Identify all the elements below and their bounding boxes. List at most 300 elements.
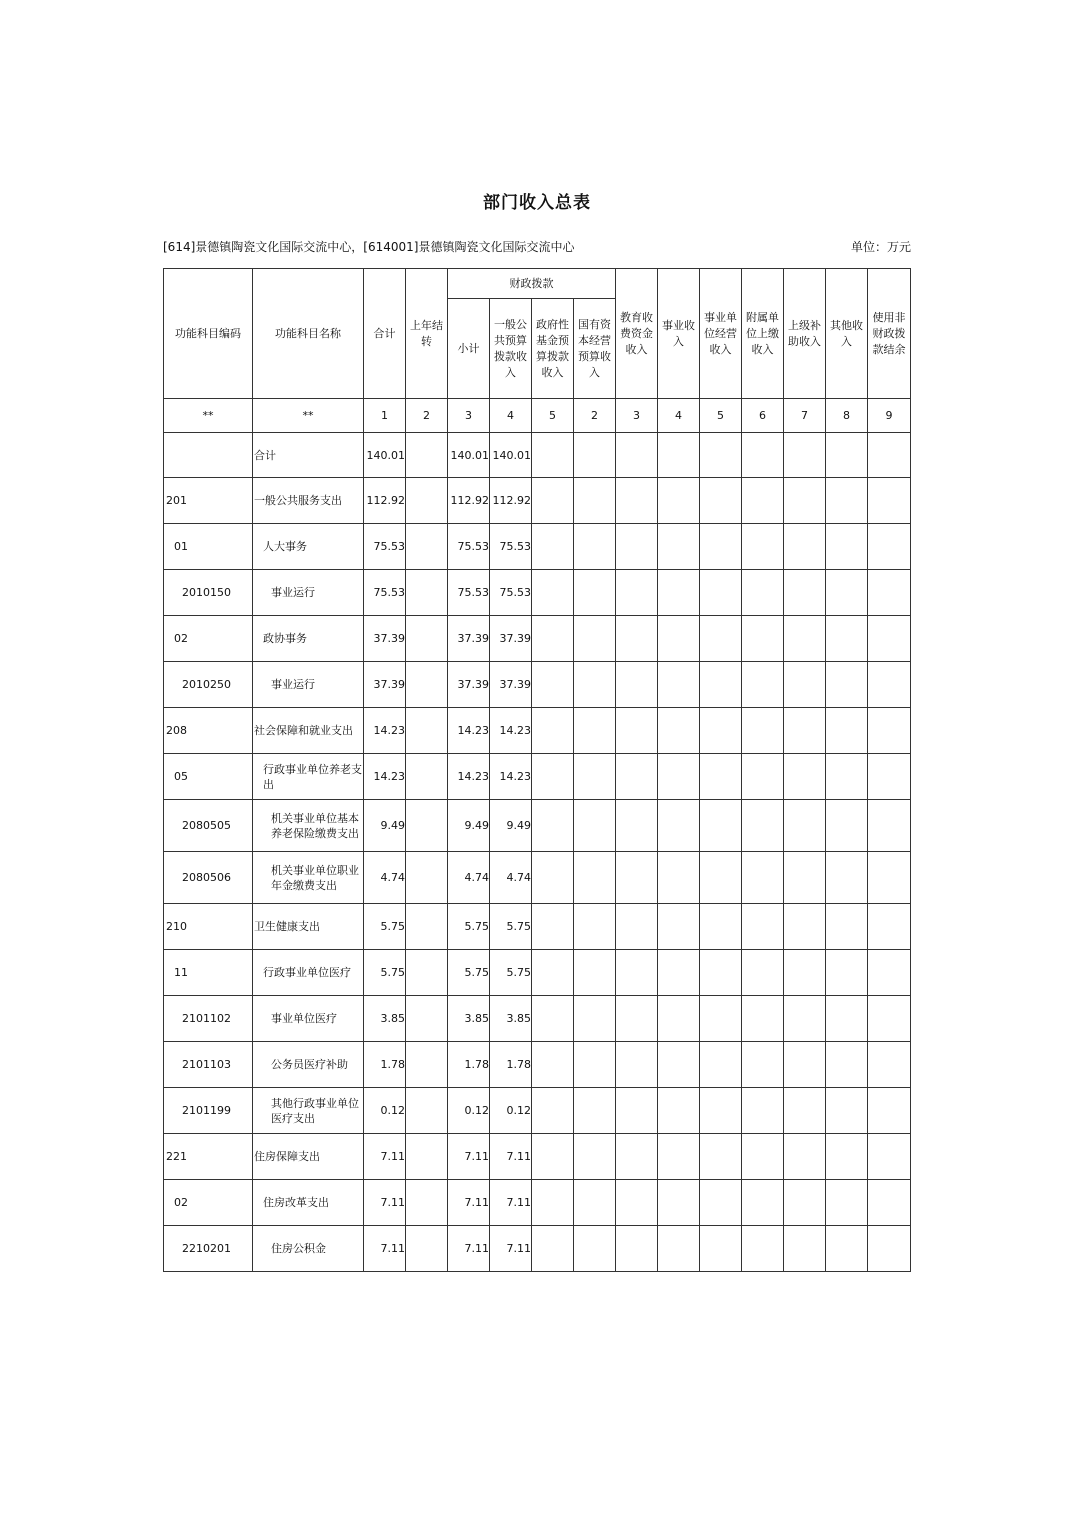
row-subtotal: 7.11: [448, 1134, 490, 1180]
row-empty-cell: [868, 662, 911, 708]
row-empty-cell: [742, 1134, 784, 1180]
row-empty-cell: [574, 754, 616, 800]
row-empty-cell: [826, 616, 868, 662]
row-empty-cell: [826, 570, 868, 616]
row-empty-cell: [868, 852, 911, 904]
header-general-budget: 一般公共预算拨款收入: [490, 299, 532, 399]
column-number-cell: 3: [616, 399, 658, 433]
row-empty-cell: [658, 754, 700, 800]
row-code: 2080506: [164, 852, 253, 904]
row-name: 住房保障支出: [253, 1134, 364, 1180]
row-empty-cell: [532, 616, 574, 662]
row-empty-cell: [700, 524, 742, 570]
row-empty-cell: [574, 1180, 616, 1226]
column-number-cell: 6: [742, 399, 784, 433]
row-empty-cell: [532, 433, 574, 478]
column-number-cell: **: [164, 399, 253, 433]
row-empty-cell: [784, 616, 826, 662]
row-empty-cell: [574, 1226, 616, 1272]
row-empty-cell: [868, 950, 911, 996]
row-empty-cell: [616, 478, 658, 524]
row-empty-cell: [784, 708, 826, 754]
row-empty-cell: [826, 800, 868, 852]
row-total: 112.92: [364, 478, 406, 524]
row-general-budget: 140.01: [490, 433, 532, 478]
row-empty-cell: [532, 996, 574, 1042]
row-carryover: [406, 1042, 448, 1088]
row-empty-cell: [700, 754, 742, 800]
row-empty-cell: [700, 662, 742, 708]
row-subtotal: 4.74: [448, 852, 490, 904]
row-empty-cell: [742, 800, 784, 852]
table-row: [164, 708, 911, 754]
header-code: 功能科目编码: [164, 269, 253, 399]
row-empty-cell: [784, 1180, 826, 1226]
row-empty-cell: [616, 1226, 658, 1272]
header-carryover: 上年结转: [406, 269, 448, 399]
row-subtotal: 3.85: [448, 996, 490, 1042]
row-empty-cell: [700, 1180, 742, 1226]
row-empty-cell: [658, 524, 700, 570]
row-empty-cell: [742, 433, 784, 478]
row-empty-cell: [616, 904, 658, 950]
column-number-cell: 2: [574, 399, 616, 433]
row-empty-cell: [574, 616, 616, 662]
row-empty-cell: [784, 1088, 826, 1134]
row-empty-cell: [742, 662, 784, 708]
table-row: [164, 754, 911, 800]
unit-label: 单位：万元: [850, 240, 911, 254]
row-empty-cell: [616, 708, 658, 754]
row-code: 201: [164, 478, 253, 524]
row-empty-cell: [868, 478, 911, 524]
row-empty-cell: [532, 1226, 574, 1272]
row-general-budget: 75.53: [490, 524, 532, 570]
row-total: 75.53: [364, 524, 406, 570]
row-empty-cell: [574, 1088, 616, 1134]
row-empty-cell: [532, 904, 574, 950]
row-empty-cell: [826, 433, 868, 478]
row-empty-cell: [700, 996, 742, 1042]
row-total: 4.74: [364, 852, 406, 904]
row-empty-cell: [532, 570, 574, 616]
row-empty-cell: [826, 1042, 868, 1088]
row-empty-cell: [616, 1134, 658, 1180]
row-empty-cell: [616, 996, 658, 1042]
header-fiscal-group: 财政拨款: [448, 269, 616, 299]
row-empty-cell: [868, 904, 911, 950]
row-name: 其他行政事业单位医疗支出: [253, 1088, 364, 1134]
income-table: [163, 268, 911, 1272]
row-carryover: [406, 662, 448, 708]
row-empty-cell: [826, 1180, 868, 1226]
row-empty-cell: [784, 524, 826, 570]
row-general-budget: 112.92: [490, 478, 532, 524]
row-total: 5.75: [364, 950, 406, 996]
header-other-income: 其他收入: [826, 269, 868, 399]
row-subtotal: 7.11: [448, 1180, 490, 1226]
row-empty-cell: [868, 524, 911, 570]
row-empty-cell: [868, 1226, 911, 1272]
row-code: 2101102: [164, 996, 253, 1042]
row-total: 37.39: [364, 616, 406, 662]
table-row: [164, 904, 911, 950]
row-empty-cell: [784, 1042, 826, 1088]
row-subtotal: 37.39: [448, 662, 490, 708]
row-name: 机关事业单位基本养老保险缴费支出: [253, 800, 364, 852]
row-empty-cell: [658, 1134, 700, 1180]
row-empty-cell: [826, 1134, 868, 1180]
row-subtotal: 112.92: [448, 478, 490, 524]
column-number-cell: **: [253, 399, 364, 433]
row-empty-cell: [784, 662, 826, 708]
row-subtotal: 37.39: [448, 616, 490, 662]
row-empty-cell: [826, 950, 868, 996]
row-empty-cell: [532, 1134, 574, 1180]
row-carryover: [406, 852, 448, 904]
row-empty-cell: [616, 662, 658, 708]
table-row: [164, 616, 911, 662]
header-education-fee: 教育收费资金收入: [616, 269, 658, 399]
row-empty-cell: [616, 754, 658, 800]
row-empty-cell: [658, 904, 700, 950]
row-subtotal: 140.01: [448, 433, 490, 478]
row-subtotal: 9.49: [448, 800, 490, 852]
row-empty-cell: [532, 1180, 574, 1226]
row-empty-cell: [700, 616, 742, 662]
row-total: 9.49: [364, 800, 406, 852]
row-empty-cell: [658, 800, 700, 852]
row-empty-cell: [616, 800, 658, 852]
row-subtotal: 14.23: [448, 708, 490, 754]
row-total: 14.23: [364, 754, 406, 800]
row-empty-cell: [658, 1088, 700, 1134]
header-name: 功能科目名称: [253, 269, 364, 399]
row-total: 140.01: [364, 433, 406, 478]
row-empty-cell: [574, 1134, 616, 1180]
row-general-budget: 7.11: [490, 1226, 532, 1272]
row-empty-cell: [868, 708, 911, 754]
header-state-capital: 国有资本经营预算收入: [574, 299, 616, 399]
table-row: [164, 1134, 911, 1180]
row-carryover: [406, 616, 448, 662]
row-total: 7.11: [364, 1134, 406, 1180]
row-empty-cell: [700, 708, 742, 754]
row-empty-cell: [826, 852, 868, 904]
row-empty-cell: [742, 708, 784, 754]
row-empty-cell: [826, 708, 868, 754]
row-carryover: [406, 1180, 448, 1226]
row-empty-cell: [616, 616, 658, 662]
row-total: 7.11: [364, 1180, 406, 1226]
row-empty-cell: [658, 708, 700, 754]
row-carryover: [406, 1134, 448, 1180]
row-empty-cell: [700, 950, 742, 996]
row-empty-cell: [700, 570, 742, 616]
row-empty-cell: [532, 662, 574, 708]
row-empty-cell: [616, 524, 658, 570]
row-code: 2101199: [164, 1088, 253, 1134]
row-empty-cell: [868, 800, 911, 852]
row-code: 208: [164, 708, 253, 754]
row-empty-cell: [574, 524, 616, 570]
row-empty-cell: [658, 852, 700, 904]
row-empty-cell: [784, 904, 826, 950]
row-carryover: [406, 754, 448, 800]
row-total: 75.53: [364, 570, 406, 616]
row-empty-cell: [700, 904, 742, 950]
header-affiliated-income: 附属单位上缴收入: [742, 269, 784, 399]
table-row: [164, 524, 911, 570]
row-empty-cell: [658, 433, 700, 478]
row-empty-cell: [742, 1042, 784, 1088]
row-carryover: [406, 570, 448, 616]
row-general-budget: 7.11: [490, 1134, 532, 1180]
row-name: 行政事业单位医疗: [253, 950, 364, 996]
row-general-budget: 14.23: [490, 754, 532, 800]
row-carryover: [406, 800, 448, 852]
row-empty-cell: [658, 1226, 700, 1272]
row-name: 住房公积金: [253, 1226, 364, 1272]
row-empty-cell: [532, 800, 574, 852]
row-name: 事业运行: [253, 662, 364, 708]
row-empty-cell: [784, 1226, 826, 1272]
column-number-cell: 7: [784, 399, 826, 433]
row-empty-cell: [826, 754, 868, 800]
row-carryover: [406, 996, 448, 1042]
row-general-budget: 75.53: [490, 570, 532, 616]
row-subtotal: 14.23: [448, 754, 490, 800]
row-empty-cell: [742, 616, 784, 662]
row-code: 2080505: [164, 800, 253, 852]
column-number-cell: 4: [658, 399, 700, 433]
row-empty-cell: [826, 904, 868, 950]
table-row: [164, 570, 911, 616]
header-non-fiscal-balance: 使用非财政拨款结余: [868, 269, 911, 399]
row-empty-cell: [574, 662, 616, 708]
column-number-row: [164, 399, 911, 433]
row-empty-cell: [532, 708, 574, 754]
row-empty-cell: [742, 1226, 784, 1272]
row-subtotal: 1.78: [448, 1042, 490, 1088]
row-empty-cell: [868, 616, 911, 662]
row-empty-cell: [616, 570, 658, 616]
row-empty-cell: [700, 478, 742, 524]
row-code: 221: [164, 1134, 253, 1180]
row-empty-cell: [784, 800, 826, 852]
row-empty-cell: [700, 433, 742, 478]
row-code: [164, 433, 253, 478]
row-empty-cell: [784, 996, 826, 1042]
row-code: 2010250: [164, 662, 253, 708]
row-carryover: [406, 1088, 448, 1134]
column-number-cell: 8: [826, 399, 868, 433]
row-total: 37.39: [364, 662, 406, 708]
row-empty-cell: [868, 1134, 911, 1180]
header-operating-income: 事业单位经营收入: [700, 269, 742, 399]
row-carryover: [406, 904, 448, 950]
row-empty-cell: [616, 1042, 658, 1088]
row-empty-cell: [742, 996, 784, 1042]
row-empty-cell: [532, 524, 574, 570]
row-empty-cell: [700, 1226, 742, 1272]
row-empty-cell: [658, 616, 700, 662]
row-name: 住房改革支出: [253, 1180, 364, 1226]
table-row: [164, 478, 911, 524]
row-empty-cell: [658, 478, 700, 524]
row-total: 5.75: [364, 904, 406, 950]
row-empty-cell: [700, 1088, 742, 1134]
row-empty-cell: [532, 852, 574, 904]
row-general-budget: 5.75: [490, 950, 532, 996]
row-empty-cell: [574, 433, 616, 478]
row-empty-cell: [574, 950, 616, 996]
row-carryover: [406, 950, 448, 996]
row-code: 2101103: [164, 1042, 253, 1088]
row-empty-cell: [616, 1180, 658, 1226]
row-name: 政协事务: [253, 616, 364, 662]
header-subsidy-income: 上级补助收入: [784, 269, 826, 399]
org-name: [614]景德镇陶瓷文化国际交流中心，[614001]景德镇陶瓷文化国际交流中心: [163, 240, 575, 254]
row-code: 02: [164, 616, 253, 662]
row-empty-cell: [784, 754, 826, 800]
table-row: [164, 852, 911, 904]
row-code: 11: [164, 950, 253, 996]
row-carryover: [406, 478, 448, 524]
row-empty-cell: [532, 478, 574, 524]
row-subtotal: 75.53: [448, 570, 490, 616]
row-name: 机关事业单位职业年金缴费支出: [253, 852, 364, 904]
column-number-cell: 5: [700, 399, 742, 433]
table-row: [164, 433, 911, 478]
table-row: [164, 996, 911, 1042]
table-row: [164, 1042, 911, 1088]
row-empty-cell: [826, 478, 868, 524]
row-empty-cell: [532, 1042, 574, 1088]
row-empty-cell: [826, 1226, 868, 1272]
row-general-budget: 4.74: [490, 852, 532, 904]
row-code: 01: [164, 524, 253, 570]
row-code: 210: [164, 904, 253, 950]
table-row: [164, 950, 911, 996]
row-code: 2010150: [164, 570, 253, 616]
row-name: 人大事务: [253, 524, 364, 570]
row-empty-cell: [574, 904, 616, 950]
row-total: 0.12: [364, 1088, 406, 1134]
row-empty-cell: [532, 754, 574, 800]
row-empty-cell: [868, 570, 911, 616]
table-row: [164, 800, 911, 852]
row-subtotal: 0.12: [448, 1088, 490, 1134]
header-subtotal: 小计: [448, 299, 490, 399]
row-empty-cell: [742, 950, 784, 996]
row-subtotal: 7.11: [448, 1226, 490, 1272]
row-empty-cell: [574, 570, 616, 616]
row-empty-cell: [784, 433, 826, 478]
row-empty-cell: [742, 852, 784, 904]
row-empty-cell: [574, 478, 616, 524]
column-number-cell: 3: [448, 399, 490, 433]
row-empty-cell: [868, 996, 911, 1042]
table-row: [164, 1226, 911, 1272]
row-empty-cell: [742, 570, 784, 616]
column-number-cell: 4: [490, 399, 532, 433]
row-name: 行政事业单位养老支出: [253, 754, 364, 800]
row-empty-cell: [616, 950, 658, 996]
row-empty-cell: [784, 950, 826, 996]
column-number-cell: 2: [406, 399, 448, 433]
row-empty-cell: [574, 996, 616, 1042]
row-empty-cell: [742, 1180, 784, 1226]
row-empty-cell: [658, 1042, 700, 1088]
row-subtotal: 75.53: [448, 524, 490, 570]
row-carryover: [406, 433, 448, 478]
header-gov-fund: 政府性基金预算拨款收入: [532, 299, 574, 399]
row-general-budget: 14.23: [490, 708, 532, 754]
row-empty-cell: [574, 800, 616, 852]
table-meta: [163, 238, 911, 258]
row-name: 卫生健康支出: [253, 904, 364, 950]
row-code: 02: [164, 1180, 253, 1226]
row-empty-cell: [616, 433, 658, 478]
row-carryover: [406, 524, 448, 570]
row-empty-cell: [826, 996, 868, 1042]
row-empty-cell: [742, 904, 784, 950]
row-general-budget: 9.49: [490, 800, 532, 852]
row-empty-cell: [826, 662, 868, 708]
row-name: 合计: [253, 433, 364, 478]
row-code: 05: [164, 754, 253, 800]
row-empty-cell: [532, 950, 574, 996]
row-empty-cell: [784, 1134, 826, 1180]
row-empty-cell: [574, 708, 616, 754]
row-total: 1.78: [364, 1042, 406, 1088]
row-name: 一般公共服务支出: [253, 478, 364, 524]
row-empty-cell: [658, 950, 700, 996]
row-empty-cell: [658, 1180, 700, 1226]
row-empty-cell: [784, 570, 826, 616]
row-total: 7.11: [364, 1226, 406, 1272]
row-general-budget: 37.39: [490, 616, 532, 662]
table-row: [164, 1180, 911, 1226]
row-carryover: [406, 708, 448, 754]
row-empty-cell: [742, 754, 784, 800]
row-empty-cell: [868, 433, 911, 478]
row-total: 3.85: [364, 996, 406, 1042]
row-empty-cell: [742, 1088, 784, 1134]
header-total: 合计: [364, 269, 406, 399]
row-subtotal: 5.75: [448, 904, 490, 950]
row-empty-cell: [532, 1088, 574, 1134]
row-code: 2210201: [164, 1226, 253, 1272]
table-row: [164, 1088, 911, 1134]
row-name: 事业运行: [253, 570, 364, 616]
row-empty-cell: [574, 1042, 616, 1088]
row-empty-cell: [826, 1088, 868, 1134]
row-empty-cell: [868, 1088, 911, 1134]
row-empty-cell: [868, 1180, 911, 1226]
table-row: [164, 662, 911, 708]
row-empty-cell: [868, 1042, 911, 1088]
row-general-budget: 0.12: [490, 1088, 532, 1134]
row-name: 社会保障和就业支出: [253, 708, 364, 754]
column-number-cell: 1: [364, 399, 406, 433]
row-general-budget: 1.78: [490, 1042, 532, 1088]
row-empty-cell: [658, 570, 700, 616]
row-empty-cell: [700, 1134, 742, 1180]
row-empty-cell: [742, 524, 784, 570]
row-carryover: [406, 1226, 448, 1272]
